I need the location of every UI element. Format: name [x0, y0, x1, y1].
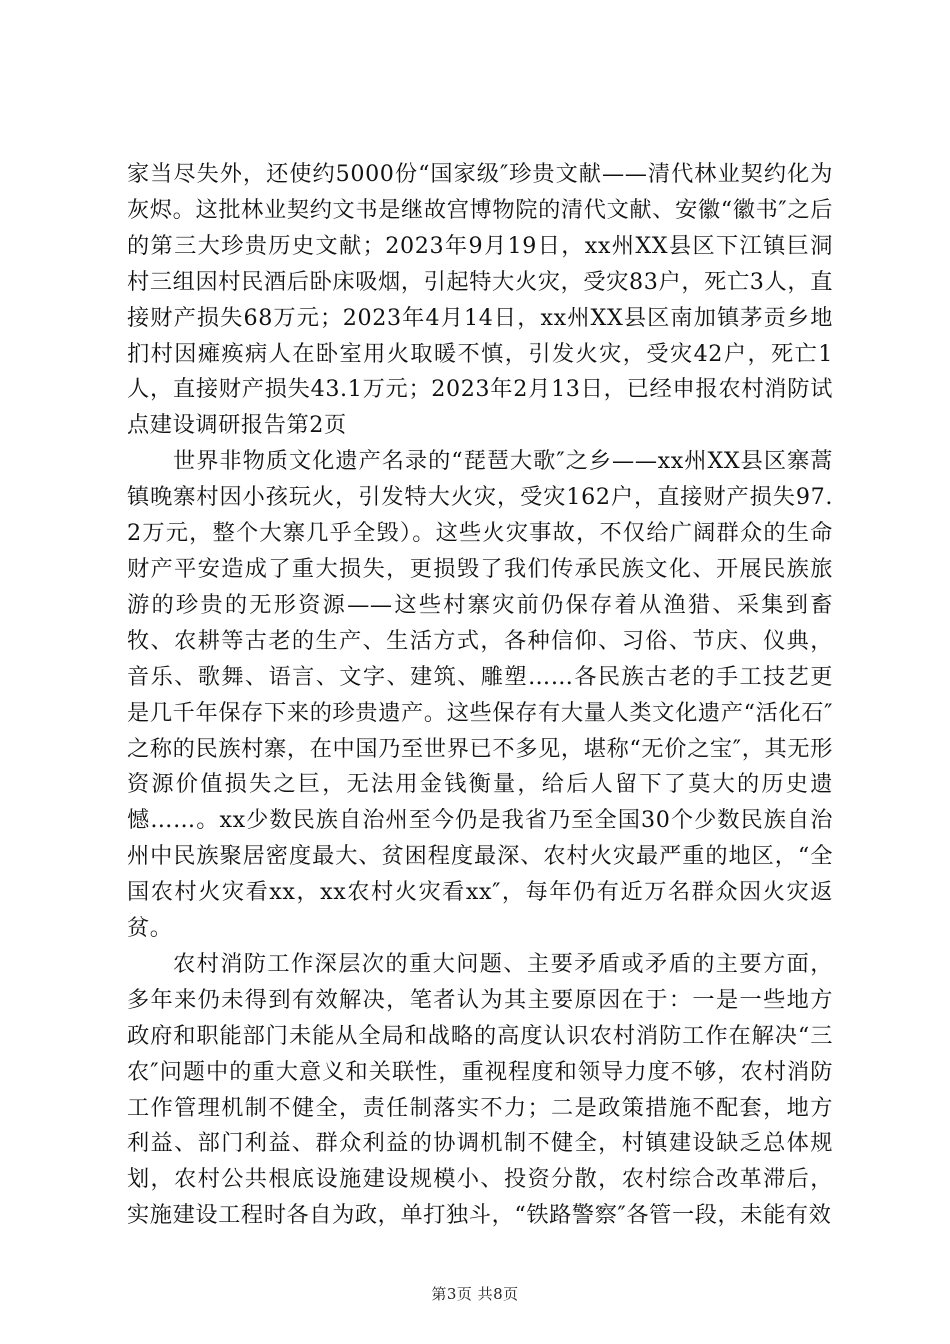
document-body	[127, 157, 833, 1257]
page-number-footer: 第3页 共8页	[431, 1285, 519, 1303]
paragraph-fire-losses: 世界非物质文化遗产名录的“琵琶大歌″之乡——xx州XX县区寨蒿镇晚寨村因小孩玩火，引发特大火灾，受灾162户，直接财产损失97.2万元，整个大寨几乎全毁）。这些火灾事故，不仅给广阔群众的生命财产平安造成了重大损失，更损毁了我们传承民族文化、开展民族旅游的珍贵的无形资源——这些村寨灾前仍保存着从渔猎、采集到畜牧、农耕等古老的生产、生活方式，各种信仰、习俗、节庆、仪典，音乐、歌舞、语言、文字、建筑、雕塑……各民族古老的手工技艺更是几千年保存下来的珍贵遗产。这些保存有大量人类文化遗产“活化石″之称的民族村寨，在中国乃至世界已不多见，堪称“无价之宝″，其无形资源价值损失之巨，无法用金钱衡量，给后人留下了莫大的历史遗憾……。xx少数民族自治州至今仍是我省乃至全国30个少数民族自治州中民族聚居密度最大、贫困程度最深、农村火灾最严重的地区，“全国农村火灾看xx，xx农村火灾看xx″，每年仍有近万名群众因火灾返贫。	[127, 448, 833, 942]
paragraph-continuation: 家当尽失外，还使约5000份“国家级″珍贵文献——清代林业契约化为灰烬。这批林业契约文书是继故宫博物院的清代文献、安徽“徽书″之后的第三大珍贵历史文献；2023年9月19日，xx州XX县区下江镇巨洞村三组因村民酒后卧床吸烟，引起特大火灾，受灾83户，死亡3人，直接财产损失68万元；2023年4月14日，xx州XX县区南加镇茅贡乡地扪村因瘫痪病人在卧室用火取暖不慎，引发火灾，受灾42户，死亡1人，直接财产损失43.1万元；2023年2月13日，已经申报农村消防试点建设调研报告第2页	[127, 161, 833, 439]
paragraph-main-causes: 农村消防工作深层次的重大问题、主要矛盾或矛盾的主要方面，多年来仍未得到有效解决，笔者认为其主要原因在于：一是一些地方政府和职能部门未能从全局和战略的高度认识农村消防工作在解决“三农″问题中的重大意义和关联性，重视程度和领导力度不够，农村消防工作管理机制不健全，责任制落实不力；二是政策措施不配套，地方利益、部门利益、群众利益的协调机制不健全，村镇建设缺乏总体规划，农村公共根底设施建设规模小、投资分散，农村综合改革滞后，实施建设工程时各自为政，单打独斗，“铁路警察″各管一段，未能有效	[127, 950, 833, 1229]
